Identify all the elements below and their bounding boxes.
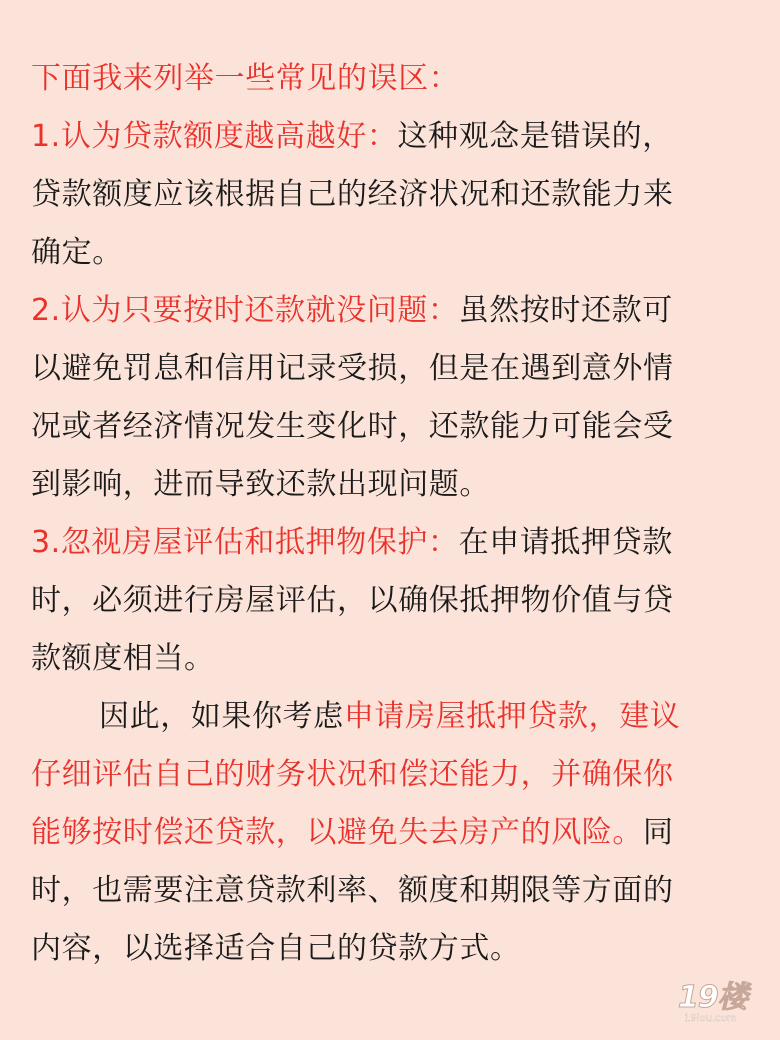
conclusion-line4: 时，也需要注意贷款利率、额度和期限等方面的 — [31, 873, 674, 908]
conclusion-line2: 仔细评估自己的财务状况和偿还能力，并确保你 — [31, 757, 674, 792]
item3-line2: 时，必须进行房屋评估，以确保抵押物价值与贷 — [31, 583, 674, 618]
article-heading: 下面我来列举一些常见的误区： — [31, 61, 460, 96]
item3-line3: 款额度相当。 — [31, 641, 215, 676]
item2-title: 2.认为只要按时还款就没问题： — [31, 293, 459, 328]
item1-line3: 确定。 — [31, 235, 123, 270]
item1-title: 1.认为贷款额度越高越好： — [31, 119, 398, 154]
conclusion-text-3: 同 — [643, 815, 674, 850]
item2-text: 虽然按时还款可 — [458, 293, 673, 328]
item3-text: 在申请抵押贷款 — [458, 525, 673, 560]
conclusion-line3 — [31, 804, 731, 862]
item3-title: 3.忽视房屋评估和抵押物保护： — [31, 525, 459, 560]
item2-line1 — [31, 282, 731, 340]
conclusion-highlight-3: 能够按时偿还贷款，以避免失去房产的风险。 — [31, 815, 643, 850]
conclusion-highlight-1: 申请房屋抵押贷款，建议 — [343, 699, 681, 734]
conclusion-line5: 内容，以选择适合自己的贷款方式。 — [31, 931, 521, 966]
watermark-domain: 19lou.com — [684, 1013, 737, 1024]
item3-line1 — [31, 514, 731, 572]
watermark-logo: 19楼 — [678, 980, 747, 1015]
item1-line2: 贷款额度应该根据自己的经济状况和还款能力来 — [31, 177, 674, 212]
item2-line4: 到影响，进而导致还款出现问题。 — [31, 467, 490, 502]
conclusion-start: 因此，如果你考虑 — [99, 699, 344, 734]
item2-line2: 以避免罚息和信用记录受损，但是在遇到意外情 — [31, 351, 674, 386]
article-body — [31, 50, 731, 978]
site-watermark — [678, 982, 754, 1026]
item1-text: 这种观念是错误的， — [397, 119, 673, 154]
item1-line1 — [31, 108, 731, 166]
item2-line3: 况或者经济情况发生变化时，还款能力可能会受 — [31, 409, 674, 444]
conclusion-line1 — [31, 688, 731, 746]
